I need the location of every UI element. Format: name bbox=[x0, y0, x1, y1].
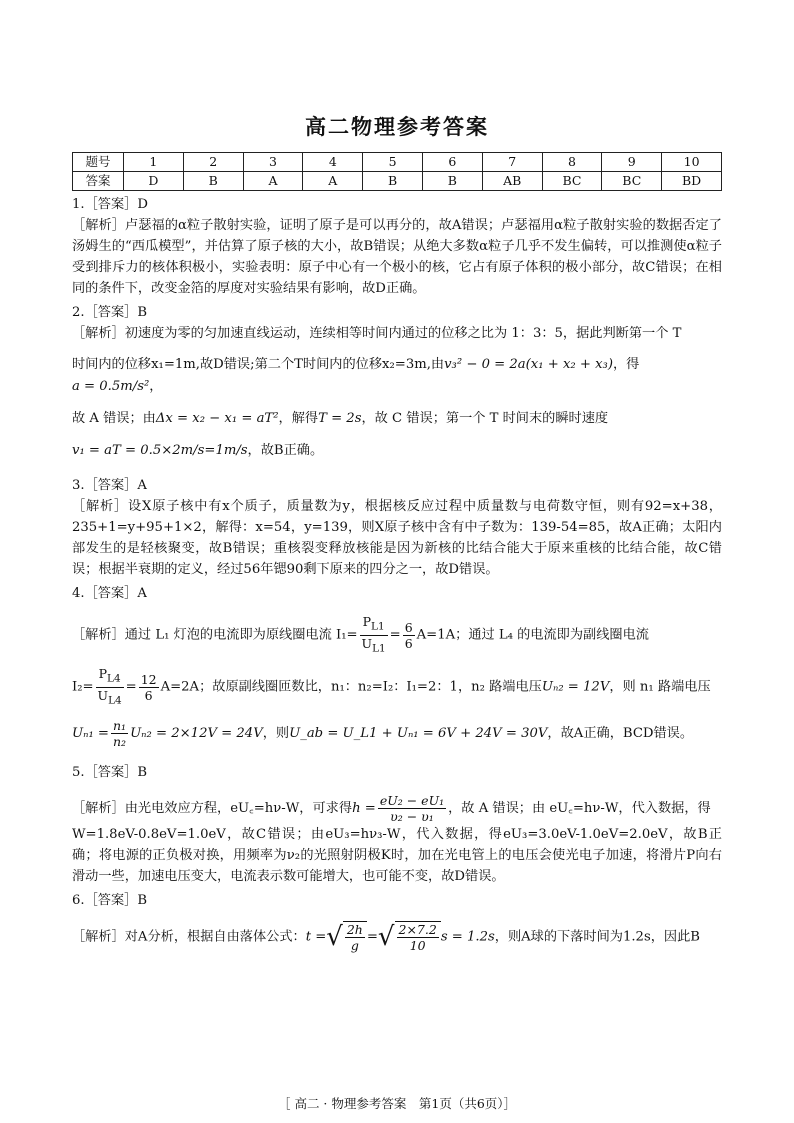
q4-equation: Uₙ₂ = 12V bbox=[541, 679, 610, 695]
q4-equation: U_ab = U_L1 + Uₙ₁ = 6V + 24V = 30V bbox=[289, 726, 548, 741]
q2-analysis-line bbox=[72, 354, 722, 398]
q2-text: ， bbox=[149, 379, 163, 394]
q2-text: 故 A 错误；由 bbox=[72, 411, 156, 426]
q1-analysis: ［解析］卢瑟福的α粒子散射实验，证明了原子是可以再分的，故A错误；卢瑟福用α粒子散射实验的数据否定了汤姆生的“西瓜模型”，并估算了原子核的大小，故B错误；从绝大多数α粒子几乎不发生偏转，可以推测使α粒子受到排斥力的核体积极小，实验表明：原子中心有一个极小的核，它占有原子体积的极小部分，故C错误；在相同的条件下，改变金箔的厚度对实验结果有影响，故D正确。 bbox=[72, 218, 722, 296]
fraction-numerator: 6 bbox=[404, 619, 413, 635]
fraction-numerator: 12 bbox=[140, 671, 157, 687]
table-cell: BC bbox=[602, 172, 662, 191]
answer-page bbox=[72, 110, 722, 953]
q1-answer-heading: 1.［答案］D bbox=[72, 197, 148, 212]
fraction-subscript: L4 bbox=[107, 672, 121, 685]
q4-analysis-line bbox=[72, 718, 722, 749]
table-cell: AB bbox=[482, 172, 542, 191]
table-cell: 2 bbox=[183, 153, 243, 172]
fraction-numerator: 2h bbox=[346, 922, 363, 937]
square-root: √ $\frac{2h}{g}$ bbox=[326, 921, 367, 953]
table-cell: A bbox=[303, 172, 363, 191]
fraction-numerator: n₁ bbox=[113, 718, 127, 733]
fraction-denominator: g bbox=[350, 938, 359, 953]
q4-answer-heading: 4.［答案］A bbox=[72, 586, 147, 601]
table-answer-label: 答案 bbox=[73, 172, 124, 191]
q5-equation: h = bbox=[352, 801, 376, 816]
q5-answer-heading: 5.［答案］B bbox=[72, 765, 148, 780]
q4-text: ，则 bbox=[262, 726, 290, 741]
page-title: 高二物理参考答案 bbox=[305, 114, 489, 139]
table-row-answers bbox=[73, 172, 722, 191]
q2-text: 时间内的位移x₁=1m,故D错误;第二个T时间内的位移x₂=3m,由 bbox=[72, 357, 445, 372]
table-cell: D bbox=[124, 172, 184, 191]
table-row-numbers bbox=[73, 153, 722, 172]
fraction-numerator: eU₂ − eU₁ bbox=[379, 793, 445, 808]
fraction-numerator: P bbox=[98, 666, 108, 681]
q6-fraction bbox=[397, 922, 439, 953]
q2-equation: a = 0.5m/s² bbox=[72, 379, 150, 394]
q2-equation: T = 2s bbox=[318, 411, 362, 426]
fraction-subscript: L4 bbox=[108, 694, 122, 706]
table-cell: A bbox=[243, 172, 303, 191]
fraction-denominator: 6 bbox=[404, 635, 413, 651]
fraction-denominator: υ₂ − υ₁ bbox=[390, 809, 434, 824]
q5-text: ，故 A 错误；由 eU꜀=hν-W，代入数据，得 bbox=[448, 801, 711, 816]
q2-equation: Δx = x₂ − x₁ = aT² bbox=[155, 411, 279, 426]
q2-text: ，故B正确。 bbox=[247, 443, 324, 458]
q6-text: ，则A球的下落时间为1.2s，因此B bbox=[494, 929, 700, 945]
table-cell: 4 bbox=[303, 153, 363, 172]
table-cell: 6 bbox=[422, 153, 482, 172]
equals-sign: = bbox=[125, 679, 137, 695]
q2-text: ，解得 bbox=[278, 411, 319, 426]
q4-equation: Uₙ₁ = bbox=[72, 726, 109, 741]
q4-fraction bbox=[96, 666, 124, 708]
q6-analysis-line bbox=[72, 921, 722, 953]
fraction-denominator: 6 bbox=[144, 687, 153, 703]
table-cell: 3 bbox=[243, 153, 303, 172]
fraction-subscript: L1 bbox=[372, 642, 386, 654]
table-cell: BC bbox=[542, 172, 602, 191]
q4-fraction bbox=[360, 614, 388, 656]
q6-fraction bbox=[345, 922, 365, 953]
equals-sign: = bbox=[366, 929, 378, 945]
equals-sign: = bbox=[389, 627, 401, 643]
q6-text: ［解析］对A分析，根据自由落体公式： bbox=[72, 929, 306, 945]
fraction-denominator: 10 bbox=[409, 938, 426, 953]
q6-answer-heading: 6.［答案］B bbox=[72, 893, 148, 908]
q2-analysis-line: ［解析］初速度为零的匀加速直线运动，连续相等时间内通过的位移之比为 1：3：5，据此判断第一个 T bbox=[72, 326, 682, 341]
q4-analysis-line bbox=[72, 666, 722, 708]
q5-fraction bbox=[378, 793, 446, 824]
q6-equation: t = bbox=[305, 929, 327, 945]
table-cell: 1 bbox=[124, 153, 184, 172]
q4-text: ，故A正确，BCD错误。 bbox=[547, 726, 694, 741]
fraction-subscript: L1 bbox=[371, 620, 385, 633]
q2-analysis-line bbox=[72, 408, 722, 430]
q2-answer-heading: 2.［答案］B bbox=[72, 305, 148, 320]
q4-fraction bbox=[111, 718, 128, 749]
q3-answer-heading: 3.［答案］A bbox=[72, 478, 147, 493]
q4-text: A=2A；故原副线圈匝数比，n₁：n₂=I₂：I₁=2：1，n₂ 路端电压 bbox=[160, 679, 542, 695]
q3-analysis: ［解析］设X原子核中有x个质子，质量数为y，根据核反应过程中质量数与电荷数守恒，则有92=x+38，235+1=y+95+1×2，解得：x=54，y=139，则X原子核中含有中子数为：139-54=85，故A正确；太阳内部发生的是轻核聚变，故B错误；重核裂变释放核能是因为新核的比结合能大于原来重核的比结合能，故C错误；根据半衰期的定义，经过56年锶90剩下原来的四分之一，故D错误。 bbox=[72, 499, 722, 577]
q4-fraction bbox=[139, 672, 159, 703]
q2-analysis-line bbox=[72, 440, 722, 462]
fraction-denominator: U bbox=[97, 687, 109, 703]
fraction-numerator: P bbox=[362, 614, 372, 629]
q4-text: I₂= bbox=[72, 679, 94, 695]
q4-equation: Uₙ₂ = 2×12V = 24V bbox=[130, 726, 263, 741]
table-cell: 7 bbox=[482, 153, 542, 172]
q6-equation: s = 1.2s bbox=[440, 929, 495, 945]
q5-analysis: W=1.8eV-0.8eV=1.0eV，故C错误；由eU₃=hν₃-W，代入数据，得eU₃=3.0eV-1.0eV=2.0eV，故B正确；将电源的正负极对换，用频率为ν₂的光照射阴极K时，加在光电管上的电压会使光电子加速，将滑片P向右滑动一些，加速电压变大，电流表示数可能增大，也可能不变，故D错误。 bbox=[72, 827, 722, 884]
fraction-numerator: 2×7.2 bbox=[398, 922, 437, 937]
q4-analysis-line bbox=[72, 614, 722, 656]
page-footer: ［ 高二 · 物理参考答案 第1页（共6页）］ bbox=[277, 1096, 517, 1111]
q2-text: ，故 C 错误；第一个 T 时间末的瞬时速度 bbox=[361, 411, 609, 426]
table-cell: 8 bbox=[542, 153, 602, 172]
square-root: √ $\frac{2\times 7.2}{10}$ bbox=[378, 921, 441, 953]
table-cell: B bbox=[183, 172, 243, 191]
q5-text: ［解析］由光电效应方程，eU꜀=hν-W，可求得 bbox=[72, 801, 353, 816]
q4-text: A=1A；通过 L₄ 的电流即为副线圈电流 bbox=[416, 627, 649, 643]
q4-text: ，则 n₁ 路端电压 bbox=[609, 679, 711, 695]
q4-fraction bbox=[403, 620, 415, 651]
table-cell: 10 bbox=[662, 153, 722, 172]
table-cell: 5 bbox=[363, 153, 423, 172]
fraction-denominator: U bbox=[361, 635, 373, 651]
table-cell: BD bbox=[662, 172, 722, 191]
q4-text: ［解析］通过 L₁ 灯泡的电流即为原线圈电流 I₁= bbox=[72, 627, 358, 643]
answer-table bbox=[72, 152, 722, 191]
table-cell: 9 bbox=[602, 153, 662, 172]
q5-analysis-line bbox=[72, 793, 722, 824]
q2-equation: v₁ = aT = 0.5×2m/s=1m/s bbox=[72, 443, 248, 458]
fraction-denominator: n₂ bbox=[113, 734, 127, 749]
table-cell: B bbox=[363, 172, 423, 191]
table-cell: B bbox=[422, 172, 482, 191]
table-header-label: 题号 bbox=[73, 153, 124, 172]
q2-text: ，得 bbox=[612, 357, 640, 372]
q2-equation: v₃² − 0 = 2a(x₁ + x₂ + x₃) bbox=[444, 357, 613, 372]
